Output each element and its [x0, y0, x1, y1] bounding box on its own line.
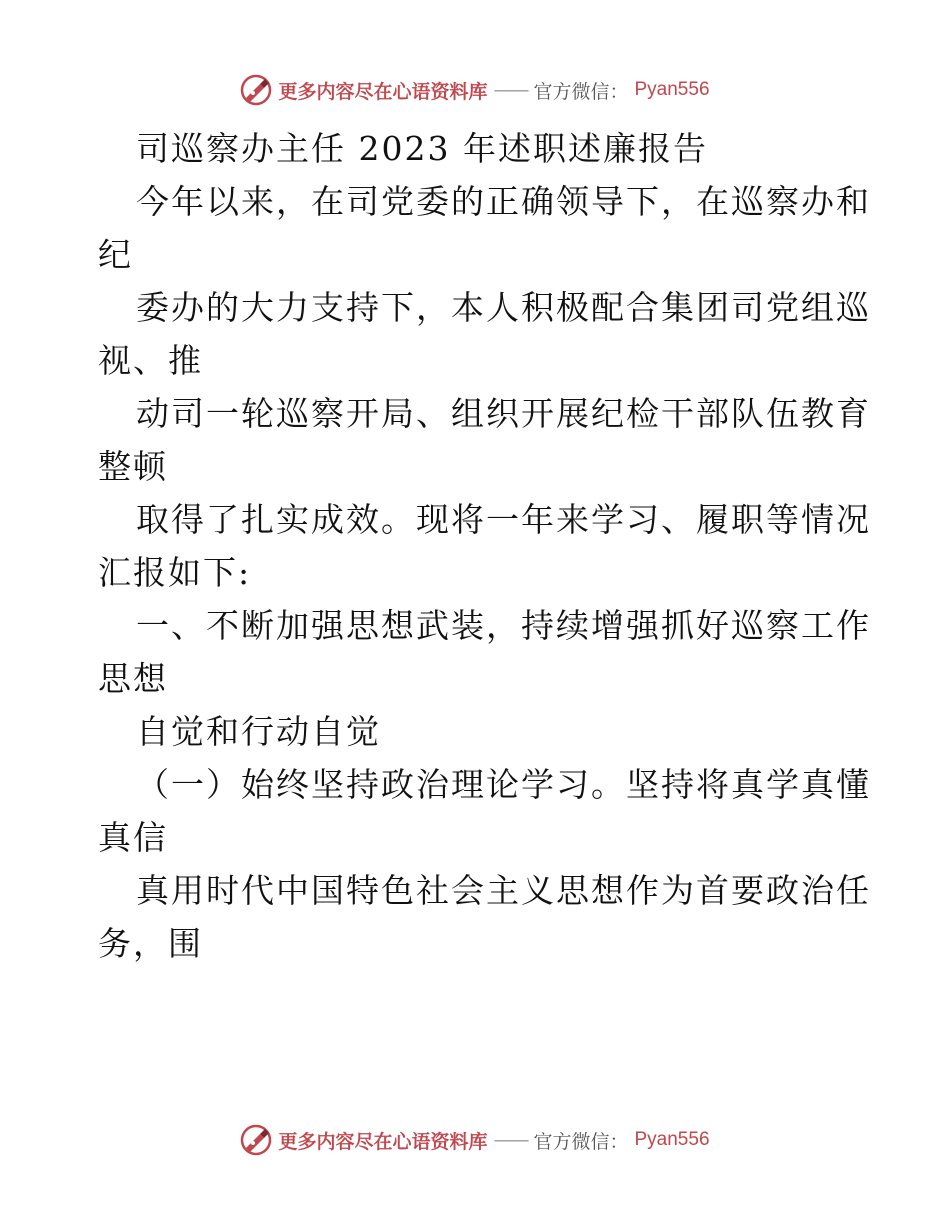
- document-line: 自觉和行动自觉: [136, 712, 381, 751]
- watermark-main-text: 更多内容尽在心语资料库: [278, 80, 488, 103]
- document-line: 今年以来，在司党委的正确领导下，在巡察办和: [136, 182, 871, 221]
- watermark-banner: [240, 1124, 709, 1156]
- document-line: 委办的大力支持下，本人积极配合集团司党组巡: [136, 288, 871, 327]
- document-line: 务，围: [98, 924, 203, 963]
- document-line: 整顿: [98, 447, 168, 486]
- watermark-wechat-id: Pyan556: [634, 79, 710, 100]
- document-line: 汇报如下:: [98, 553, 252, 592]
- watermark-sub-text: 官方微信：: [533, 1130, 629, 1153]
- header-watermark: [0, 70, 950, 110]
- watermark-wechat-id: Pyan556: [634, 1129, 710, 1150]
- document-line: 思想: [98, 659, 168, 698]
- pen-logo-icon: [240, 74, 272, 106]
- document-line: 司巡察办主任 2023 年述职述廉报告: [136, 129, 708, 168]
- document-line: 纪: [98, 235, 133, 274]
- document-line: 一、不断加强思想武装，持续增强抓好巡察工作: [136, 606, 871, 645]
- document-line: 真用时代中国特色社会主义思想作为首要政治任: [136, 871, 871, 910]
- document-line: 视、推: [98, 341, 203, 380]
- document-line: 取得了扎实成效。现将一年来学习、履职等情况: [136, 500, 871, 539]
- watermark-sub-text: 官方微信：: [533, 80, 629, 103]
- document-line: （一）始终坚持政治理论学习。坚持将真学真懂: [136, 765, 871, 804]
- document-line: 动司一轮巡察开局、组织开展纪检干部队伍教育: [136, 394, 871, 433]
- document-line: 真信: [98, 818, 168, 857]
- document-body: [98, 122, 871, 970]
- watermark-dash: ——: [493, 1129, 528, 1151]
- pen-logo-icon: [240, 1124, 272, 1156]
- watermark-dash: ——: [493, 79, 528, 101]
- footer-watermark: [0, 1120, 950, 1160]
- watermark-main-text: 更多内容尽在心语资料库: [278, 1130, 488, 1153]
- watermark-banner: [240, 74, 709, 106]
